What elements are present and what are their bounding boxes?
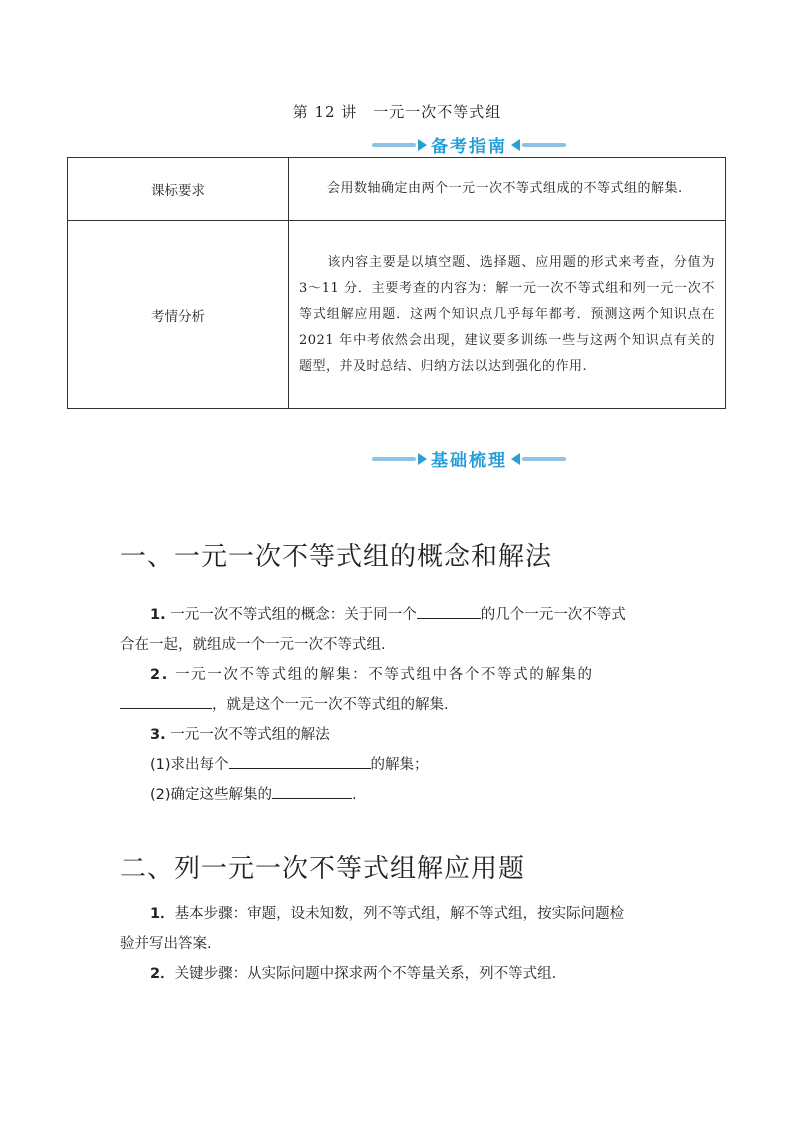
arrow-left-icon (511, 453, 520, 465)
section1-body (120, 600, 680, 810)
arrow-right-icon (418, 139, 427, 151)
banner-bar-right (522, 457, 566, 461)
exam-guide-label: 备考指南 (431, 137, 507, 157)
exam-guide-banner (372, 132, 566, 157)
table-key-cell: 课标要求 (68, 158, 289, 221)
fill-blank[interactable] (272, 782, 352, 799)
section2-heading: 二、列一元一次不等式组解应用题 (120, 854, 526, 884)
list-item: 1. 一元一次不等式组的概念：关于同一个 的几个一元一次不等式 (120, 600, 680, 630)
section1-heading: 一、一元一次不等式组的概念和解法 (120, 542, 553, 572)
list-item: 3. 一元一次不等式组的解法 (150, 727, 330, 743)
fill-blank[interactable] (120, 692, 212, 709)
arrow-right-icon (418, 453, 427, 465)
arrow-left-icon (511, 139, 520, 151)
basics-label: 基础梳理 (431, 451, 507, 471)
list-item: 2. 一元一次不等式组的解集：不等式组中各个不等式的解集的 (150, 667, 594, 683)
fill-blank[interactable] (417, 602, 481, 619)
table-key-cell: 考情分析 (68, 221, 289, 409)
table-value-cell: 该内容主要是以填空题、选择题、应用题的形式来考查，分值为 3～11 分．主要考查的内容为：解一元一次不等式组和列一元一次不等式组解应用题．这两个知识点几乎每年都考．预测这两个知识点在 2021 年中考依然会出现，建议要多训练一些与这两个知识点有关的题型，并及时总结、归纳方法以达到强化的作用. (289, 221, 726, 409)
section2-body (120, 899, 680, 989)
sub-item: (1)求出每个 的解集； (120, 750, 680, 780)
list-item-continued: ，就是这个一元一次不等式组的解集. (120, 690, 680, 720)
table-value-cell: 会用数轴确定由两个一元一次不等式组成的不等式组的解集. (289, 158, 726, 221)
document-title: 第 12 讲 一元一次不等式组 (292, 103, 502, 121)
sub-item: (2)确定这些解集的 . (120, 780, 680, 810)
list-item: 2．关键步骤：从实际问题中探求两个不等量关系，列不等式组. (150, 966, 557, 982)
banner-bar-left (372, 457, 416, 461)
banner-bar-left (372, 143, 416, 147)
table-row (68, 221, 726, 409)
list-item: 1．基本步骤：审题，设未知数，列不等式组，解不等式组，按实际问题检 (150, 906, 625, 922)
table-row (68, 158, 726, 221)
banner-bar-right (522, 143, 566, 147)
list-item-continued: 验并写出答案. (120, 936, 212, 952)
fill-blank[interactable] (229, 752, 371, 769)
requirements-table (67, 157, 726, 409)
list-item-continued: 合在一起，就组成一个一元一次不等式组. (120, 637, 386, 653)
basics-banner (372, 446, 566, 471)
